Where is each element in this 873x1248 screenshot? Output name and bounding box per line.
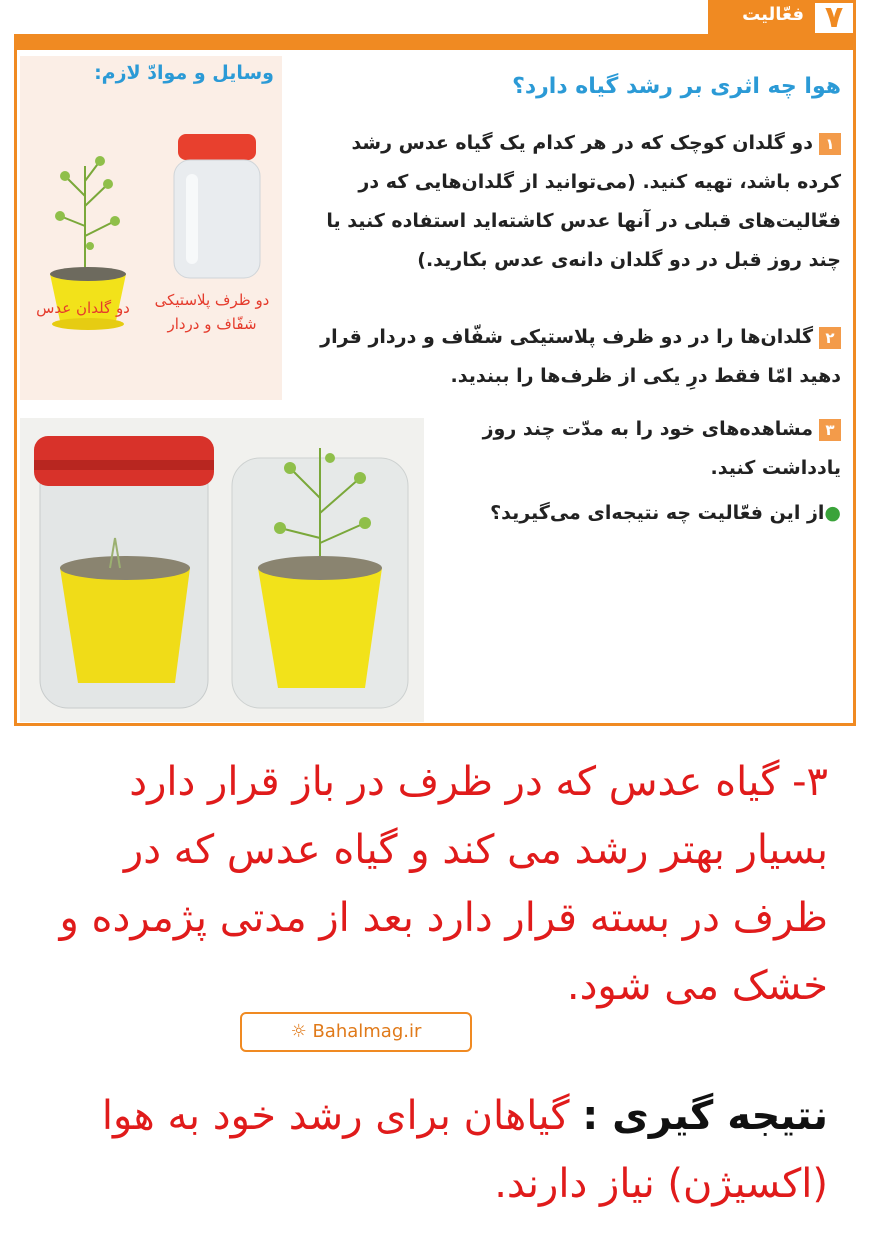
conclusion [28,1082,828,1218]
step-2 [309,318,841,396]
materials-panel [20,56,282,400]
plastic-jar-illustration [168,134,268,284]
conclusion-text: گیاهان برای رشد خود به هوا (اکسیژن) نیاز دارند. [101,1093,828,1207]
materials-item-pots: دو گلدان عدس [36,299,130,317]
conclusion-label: نتیجه گیری : [582,1093,828,1139]
header-bar [14,34,856,50]
watermark-icon: ☼ [290,1021,313,1042]
activity-number: ۷ [812,0,856,36]
bullet-question-text: از این فعّالیت چه نتیجه‌ای می‌گیرید؟ [490,502,825,524]
step-text: گلدان‌ها را در دو ظرف پلاستیکی شفّاف و دردار قرار دهید امّا فقط درِ یکی از ظرف‌ها را ببندید. [320,326,841,387]
answer-body: ۳- گیاه عدس که در ظرف در باز قرار دارد بسیار بهتر رشد می کند و گیاه عدس که در ظرف در بسته قرار دارد بعد از مدتی پژمرده و خشک می شود. [59,759,828,1009]
materials-item-jars: دو ظرف پلاستیکی شفّاف و دردار [154,291,270,333]
answer-text [28,748,828,1020]
watermark [240,1012,472,1052]
step-3 [441,410,841,488]
step-number: ۱ [819,133,841,155]
question-title: هوا چه اثری بر رشد گیاه دارد؟ [512,74,841,99]
step-text: مشاهده‌های خود را به مدّت چند روز یادداشت کنید. [482,418,841,479]
bullet-question [441,494,841,533]
step-number: ۳ [819,419,841,441]
activity-badge [708,0,856,36]
step-1 [309,124,841,280]
step-number: ۲ [819,327,841,349]
bullet-dot-icon: ● [824,502,841,524]
watermark-text: Bahalmag.ir [312,1021,422,1042]
experiment-photo [20,418,424,722]
materials-title: وسایل و موادّ لازم: [94,62,274,84]
step-text: دو گلدان کوچک که در هر کدام یک گیاه عدس رشد کرده باشد، تهیه کنید. (می‌توانید از گلدان‌هایی که در فعّالیت‌های قبلی در آنها عدس کاشته‌اید استفاده کنید یا چند روز قبل در دو گلدان دانه‌ی عدس بکارید.) [326,132,841,271]
activity-label: فعّالیت [742,4,804,25]
